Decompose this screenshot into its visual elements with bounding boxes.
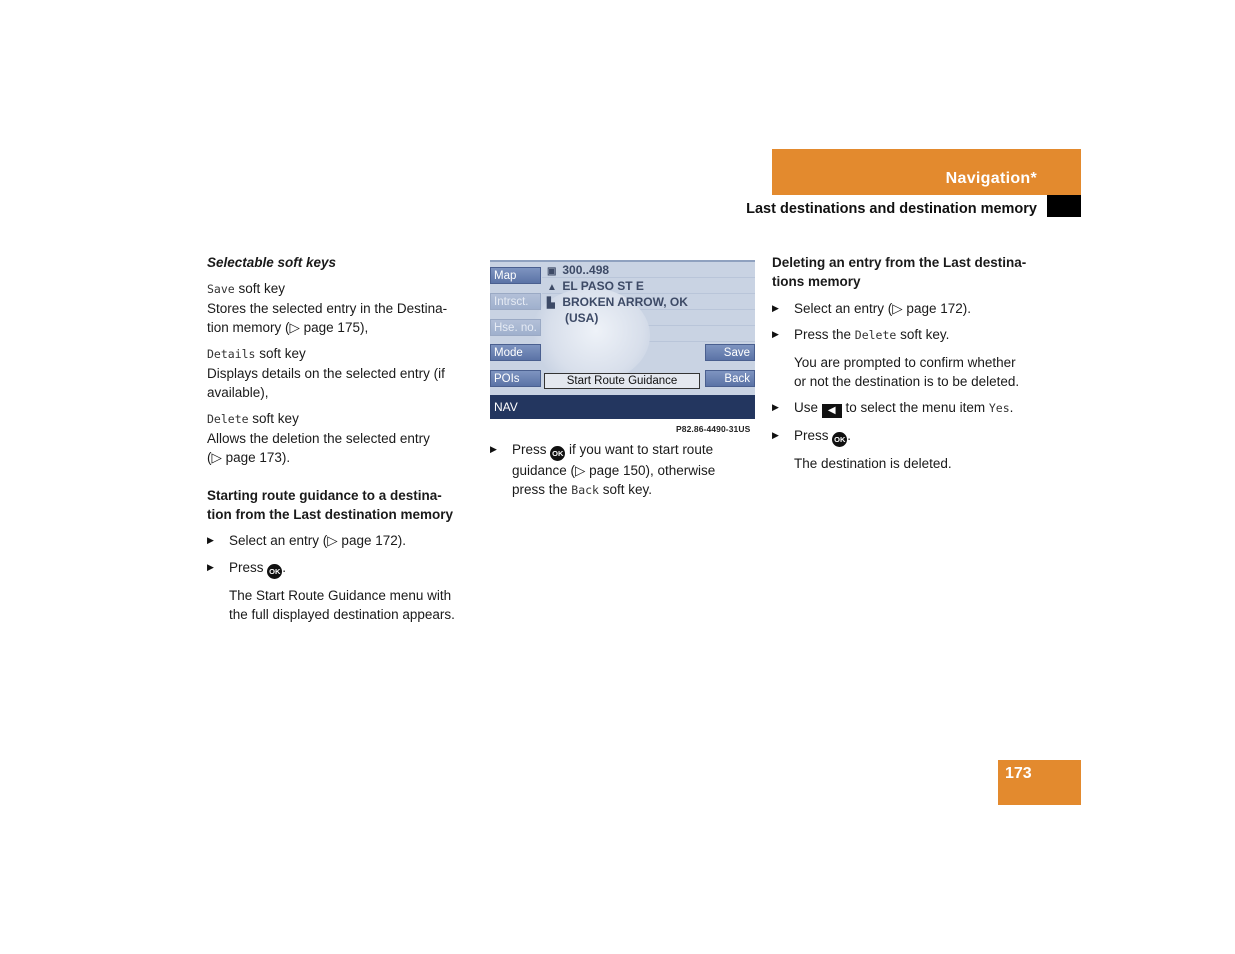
column-left: [207, 253, 477, 624]
step-press-ok-pre: Press: [794, 428, 833, 443]
result-menu-1: The Start Route Guidance menu with: [229, 588, 452, 603]
details-key-label: Details: [207, 347, 256, 361]
entry-country: (USA): [565, 311, 599, 325]
delete-desc-2: (▷ page 173).: [207, 450, 291, 465]
softkey-save[interactable]: Save: [705, 344, 755, 361]
heading-selectable-soft-keys: Selectable soft keys: [207, 255, 337, 270]
entry-city: [547, 295, 688, 309]
step-press-label: Press: [229, 560, 268, 575]
save-key-label: Save: [207, 282, 235, 296]
nav-status-bar: NAV: [490, 395, 755, 419]
step-use-arrow: [772, 398, 1062, 418]
softkey-pois[interactable]: POIs: [490, 370, 541, 387]
entry-street-text: EL PASO ST E: [562, 279, 644, 293]
start-route-guidance-button[interactable]: Start Route Guidance: [544, 373, 700, 389]
press-label: Press: [512, 442, 551, 457]
save-desc-2: tion memory (▷ page 175),: [207, 320, 369, 335]
result-prompt-1: You are prompted to confirm whether: [794, 355, 1016, 370]
step-press-ok: [207, 558, 477, 579]
step-press-delete-post: soft key.: [896, 327, 950, 342]
details-desc-2: available),: [207, 385, 269, 400]
result-menu-2: the full displayed destination appears.: [229, 607, 455, 622]
step-press-ok-post: .: [847, 428, 852, 443]
step-press-ok-start: [490, 440, 760, 461]
delete-key-suffix: soft key: [248, 411, 299, 426]
delete-desc-1: Allows the deletion the selected entry: [207, 431, 430, 446]
details-key-suffix: soft key: [255, 346, 306, 361]
entry-house-range: [547, 263, 609, 277]
header-tab-marker: [1047, 195, 1081, 217]
page-number: 173: [1005, 765, 1032, 782]
press-line-3: [490, 480, 760, 500]
heading-deleting-2: tions memory: [772, 274, 861, 289]
left-arrow-key-icon: ◀: [822, 404, 842, 418]
entry-house-range-text: 300..498: [562, 263, 610, 277]
save-desc-1: Stores the selected entry in the Destina-: [207, 301, 448, 316]
softkey-map[interactable]: Map: [490, 267, 541, 284]
softkey-intrsct[interactable]: Intrsct.: [490, 293, 541, 310]
details-desc-1: Displays details on the selected entry (if: [207, 366, 445, 381]
city-icon: ▙: [547, 298, 555, 309]
result-deleted: The destination is deleted.: [794, 456, 952, 471]
step-select-entry-delete: ▶ Select an entry (▷ page 172).: [772, 299, 1062, 318]
column-middle: [490, 440, 760, 500]
step-use-mid: to select the menu item: [841, 400, 989, 415]
street-icon: ▲: [547, 282, 557, 293]
step-use-pre: Use: [794, 400, 822, 415]
save-key-suffix: soft key: [234, 281, 285, 296]
back-key-label: Back: [571, 483, 599, 497]
entry-city-text: BROKEN ARROW, OK: [562, 295, 688, 309]
entry-street: [547, 279, 644, 293]
step-select-entry: ▶ Select an entry (▷ page 172).: [207, 531, 477, 550]
softkey-back[interactable]: Back: [705, 370, 755, 387]
column-right: [772, 253, 1062, 473]
subsection-title: Last destinations and destination memory: [746, 201, 1037, 217]
ok-button-icon: OK: [832, 432, 847, 447]
press-line-1: if you want to start route: [565, 442, 714, 457]
delete-key-label: Delete: [207, 412, 249, 426]
heading-start-route-1: Starting route guidance to a destina-: [207, 488, 442, 503]
figure-caption: P82.86-4490-31US: [676, 424, 751, 434]
press-line-3-post: soft key.: [598, 482, 653, 497]
step-press-delete: [772, 325, 1062, 345]
softkey-hse-no[interactable]: Hse. no.: [490, 319, 541, 336]
delete-key-label: Delete: [854, 328, 897, 342]
heading-start-route-2: tion from the Last destination memory: [207, 507, 454, 522]
result-prompt-2: or not the destination is to be deleted.: [794, 374, 1020, 389]
press-line-2: guidance (▷ page 150), otherwise: [512, 463, 716, 478]
press-line-3-pre: press the: [512, 482, 572, 497]
step-press-ok-delete: [772, 426, 1062, 447]
softkey-mode[interactable]: Mode: [490, 344, 541, 361]
step-press-period: .: [282, 560, 287, 575]
section-title: Navigation*: [945, 170, 1037, 187]
yes-menu-item: Yes: [988, 401, 1010, 415]
step-press-delete-pre: Press the: [794, 327, 855, 342]
heading-deleting-1: Deleting an entry from the Last destina-: [772, 255, 1027, 270]
navigation-screen: [490, 260, 755, 419]
step-use-post: .: [1009, 400, 1014, 415]
house-number-icon: ▣: [547, 266, 557, 277]
ok-button-icon: OK: [267, 564, 282, 579]
ok-button-icon: OK: [550, 446, 565, 461]
